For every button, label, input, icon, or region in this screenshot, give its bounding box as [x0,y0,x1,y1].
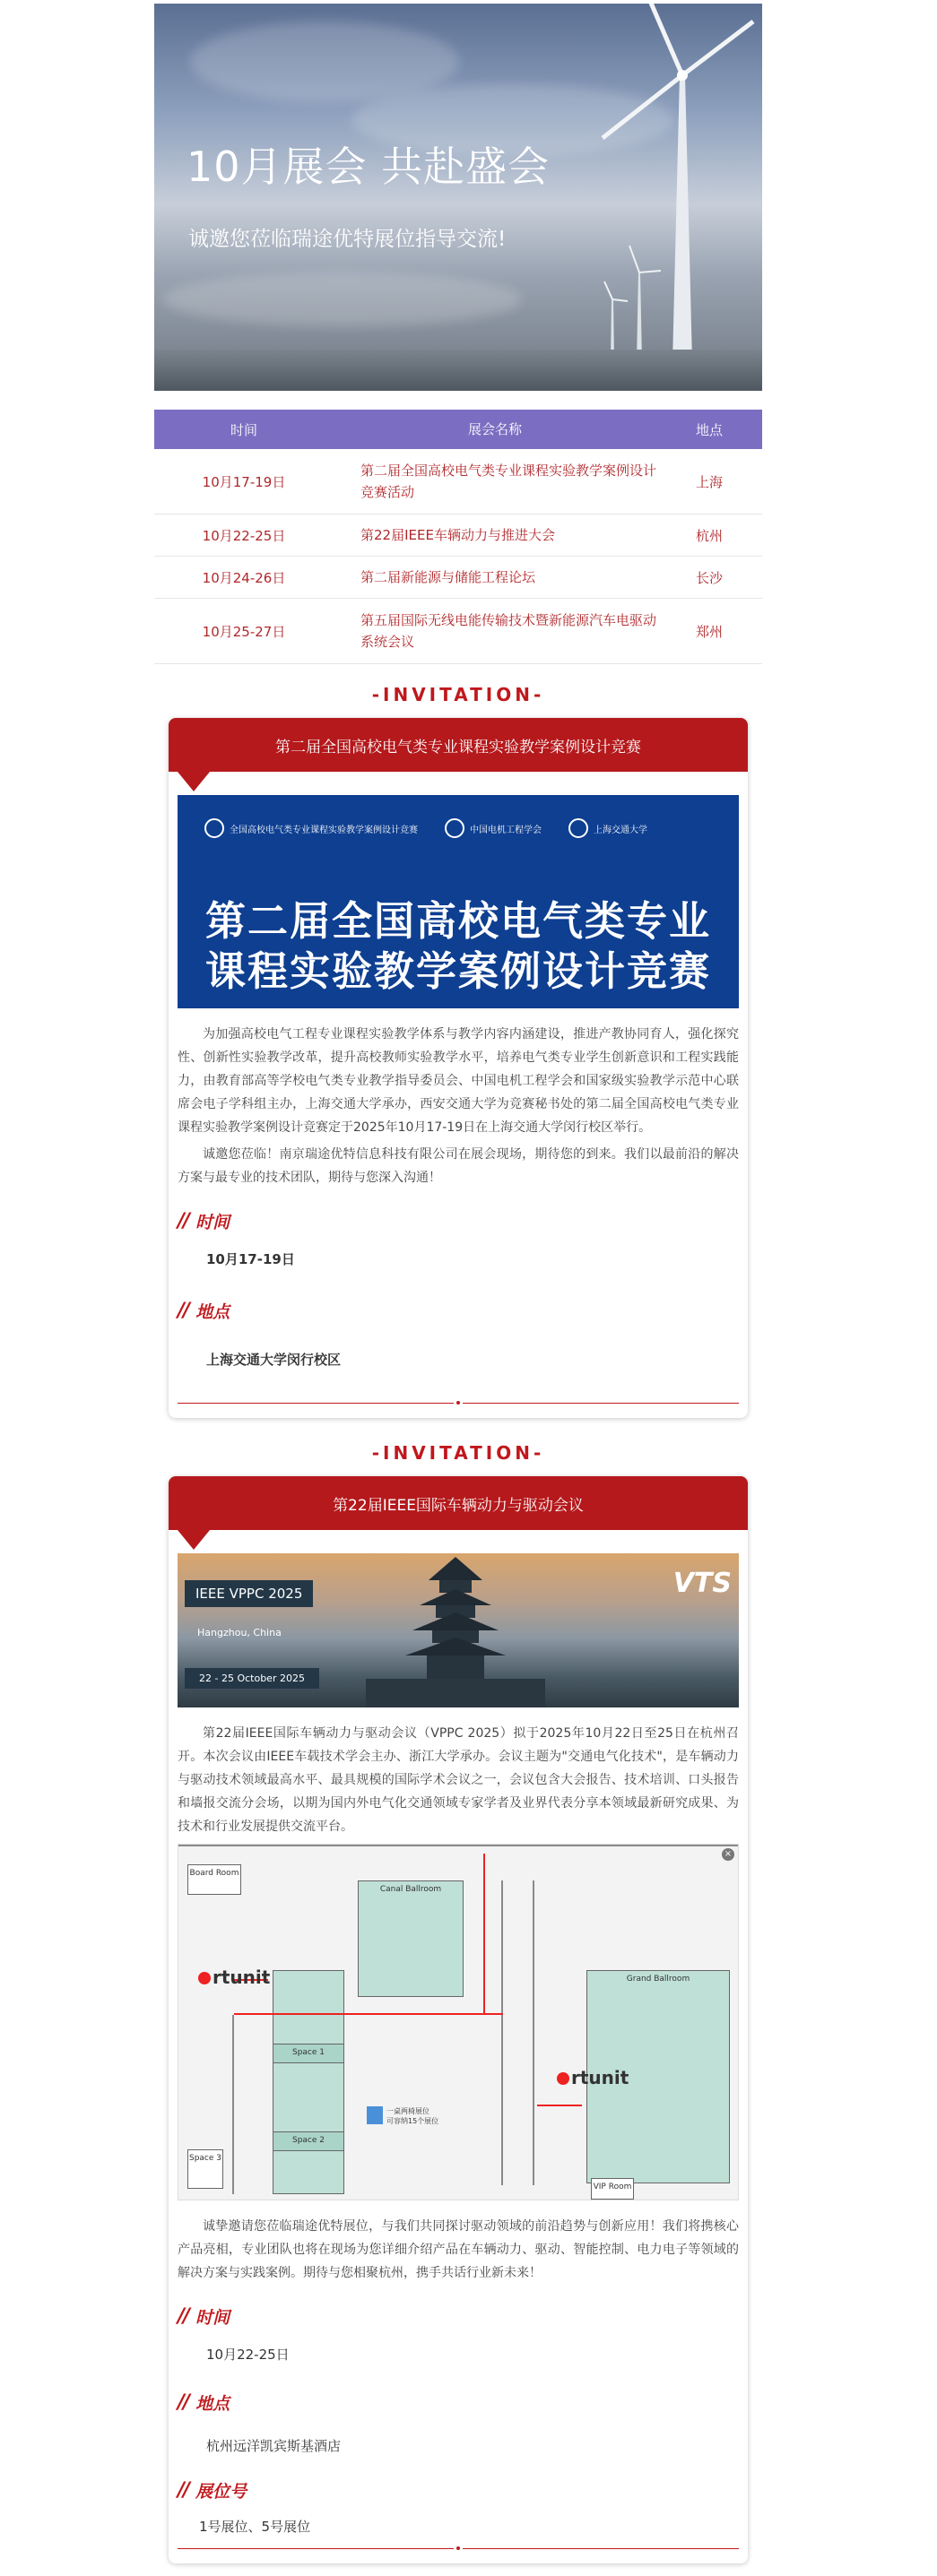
vip-room: VIP Room [591,2178,634,2200]
vts-logo: VTS [672,1568,732,1599]
ground [154,350,762,391]
header-time: 时间 [230,421,257,438]
brand-marker: rtunit [571,2067,629,2088]
row-name: 第二届新能源与储能工程论坛 [360,569,536,585]
time-section-heading: // 时间 [178,2305,230,2328]
time-section-heading: // 时间 [178,1210,230,1232]
card-divider [178,1403,739,1404]
wind-turbine-icon [549,4,762,391]
card-divider [178,2548,739,2549]
event-card-1 [169,718,748,1418]
banner-logos [204,815,712,842]
grand-ballroom: Grand Ballroom [586,1970,730,2183]
space-1: Space 1 [273,2044,344,2063]
slash-marker-icon: // [178,2391,189,2414]
logo-icon [204,818,224,838]
invitation-heading: -INVITATION- [371,684,545,705]
slash-marker-icon: // [178,1300,189,1322]
row-time: 10月22-25日 [202,527,286,544]
space-column [273,1970,344,2194]
booth-value: 1号展位、5号展位 [199,2519,311,2535]
location-tag: Hangzhou, China [197,1627,282,1638]
pagoda-icon [366,1553,545,1707]
slash-marker-icon: // [178,2479,189,2502]
table-row [154,599,762,664]
space-2: Space 2 [273,2131,344,2151]
slash-marker-icon: // [178,2305,189,2328]
table-row [154,449,762,514]
intro-paragraph: 为加强高校电气工程专业课程实验教学体系与教学内容内涵建设，推进产教协同育人，强化探究性、创新性实验教学改革，提升高校教师实验教学水平，培养电气类专业学生创新意识和工程实践能力，由教育部高等学校电气类专业教学指导委员会、中国电机工程学会和国家级实验教学示范中心联席会电子学科组主办，上海交通大学承办，西安交通大学为竞赛秘书处的第二届全国高校电气类专业课程实验教学案例设计竞赛定于2025年10月17-19日在上海交通大学闵行校区举行。 [178,1027,739,1135]
canal-ballroom: Canal Ballroom [358,1880,464,1997]
table-row [154,514,762,557]
row-name: 第五届国际无线电能传输技术暨新能源汽车电驱动系统会议 [360,612,657,650]
row-place: 杭州 [695,527,723,544]
row-time: 10月24-26日 [202,569,286,586]
competition-banner [178,795,739,1008]
table-header [154,410,762,449]
intro-paragraph: 第22届IEEE国际车辆动力与驱动会议（VPPC 2025）拟于2025年10月22日至25日在杭州召开。本次会议由IEEE车载技术学会主办、浙江大学承办。会议主题为"交通电气化技术"，是车辆动力与驱动技术领域最高水平、最具规模的国际学术会议之一，会议包含大会报告、技术培训、口头报告和墙报交流分会场，以期为国内外电气化交通领域专家学者及业界代表分享本领域最新研究成果、为技术和行业发展提供交流平台。 [178,1726,739,1834]
place-section-heading: // 地点 [178,2391,230,2414]
row-name: 第22届IEEE车辆动力与推进大会 [360,527,555,543]
row-place: 上海 [695,473,723,490]
space-3: Space 3 [187,2149,223,2189]
vppc-banner [178,1553,739,1707]
brand-marker: rtunit [213,1967,271,1988]
banner-line-1: 第二届全国高校电气类专业 [204,897,711,945]
row-time: 10月17-19日 [202,473,286,490]
logo-icon [445,818,464,838]
header-place: 地点 [695,421,723,438]
place-section-heading: // 地点 [178,1300,230,1322]
card-title: 第二届全国高校电气类专业课程实验教学案例设计竞赛 [169,718,748,772]
time-value: 10月22-25日 [206,2347,290,2363]
close-icon[interactable]: × [722,1848,734,1861]
event-card-2 [169,1476,748,2563]
hero-subtitle: 诚邀您莅临瑞途优特展位指导交流! [188,228,507,251]
invitation-heading: -INVITATION- [371,1442,545,1464]
sjtu-logo: 上海交通大学 [568,818,647,838]
time-value: 10月17-19日 [206,1251,295,1267]
booth-note: 一桌两椅展位 可容纳15个展位 [386,2107,439,2125]
csee-logo: 中国电机工程学会 [445,818,542,838]
schedule-table [154,410,762,664]
row-place: 长沙 [695,569,723,586]
invite-paragraph: 诚邀您莅临！南京瑞途优特信息科技有限公司在展会现场，期待您的到来。我们以最前沿的解决方案与最专业的技术团队，期待与您深入沟通！ [178,1147,739,1185]
row-name: 第二届全国高校电气类专业课程实验教学案例设计竞赛活动 [360,462,657,500]
banner-line-2: 课程实验教学案例设计竞赛 [204,947,711,995]
booth-section-heading: // 展位号 [178,2479,247,2502]
hero-title: 10月展会 共赴盛会 [187,143,551,191]
floor-plan [178,1844,739,2200]
header-name: 展会名称 [467,421,522,437]
row-place: 郑州 [695,623,723,640]
table-row [154,557,762,599]
conference-tag: IEEE VPPC 2025 [185,1580,313,1607]
hero-banner [154,4,762,391]
row-time: 10月25-27日 [202,623,286,640]
card-title: 第22届IEEE国际车辆动力与驱动会议 [169,1476,748,1530]
invite-paragraph: 诚挚邀请您莅临瑞途优特展位，与我们共同探讨驱动领域的前沿趋势与创新应用！我们将携核心产品亮相，专业团队也将在现场为您详细介绍产品在车辆动力、驱动、智能控制、电力电子等领域的解决方案与实践案例。期待与您相聚杭州，携手共话行业新未来！ [178,2219,739,2280]
place-value: 上海交通大学闵行校区 [206,1352,342,1368]
date-tag: 22 - 25 October 2025 [185,1668,319,1689]
logo-icon [568,818,588,838]
board-room: Board Room [187,1864,241,1895]
competition-logo: 全国高校电气类专业课程实验教学案例设计竞赛 [204,818,418,838]
slash-marker-icon: // [178,1210,189,1232]
place-value: 杭州远洋凯宾斯基酒店 [206,2438,342,2454]
